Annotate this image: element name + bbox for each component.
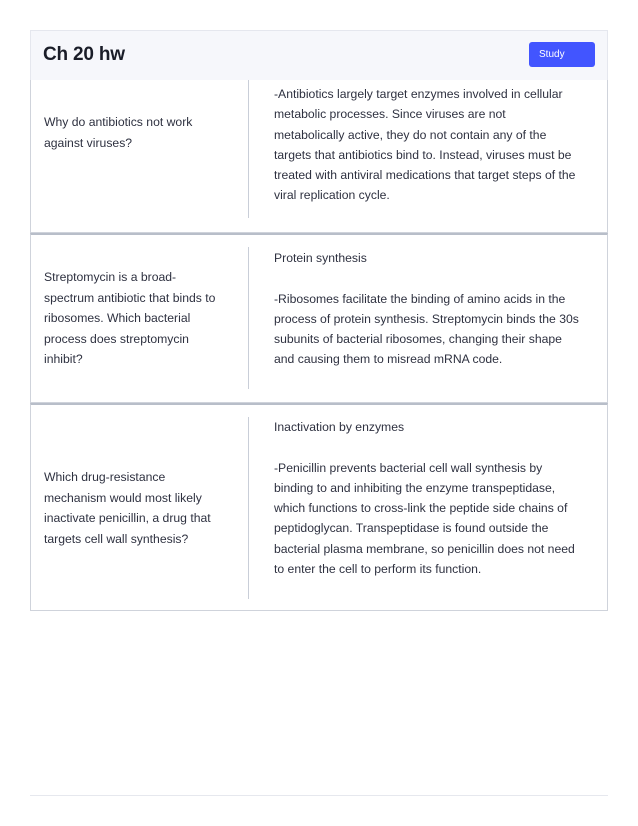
card-term: Which drug-resistance mechanism would most likely inactivate penicillin, a drug that targets cell wall synthesis? <box>44 470 211 546</box>
card-divider <box>248 247 249 389</box>
card-divider <box>248 417 249 599</box>
study-button[interactable]: Study <box>529 42 595 67</box>
card-definition <box>274 417 579 579</box>
definition-answer: Protein synthesis <box>274 251 367 265</box>
set-title: Ch 20 hw <box>43 44 125 65</box>
definition-text: -Antibiotics largely target enzymes involved in cellular metabolic processes. Since viruses are not metabolically active, they do not contain any of the targets that antibiotics bind to. Instead, viruses must be treated with antiviral medications that target steps of the viral replication cycle. <box>274 87 576 203</box>
card-term: Streptomycin is a broad-spectrum antibiotic that binds to ribosomes. Which bacterial process does streptomycin inhibit? <box>44 270 216 366</box>
flashcard <box>30 403 608 611</box>
flashcard <box>30 80 608 233</box>
definition-text: -Penicillin prevents bacterial cell wall synthesis by binding to and inhibiting the enzyme transpeptidase, which functions to cross-link the peptide side chains of peptidoglycan. Transpeptidase is found outside the bacterial plasma membrane, so penicillin does not need to enter the cell to perform its function. <box>274 460 575 577</box>
card-definition <box>274 84 579 206</box>
footer-divider <box>30 795 608 796</box>
definition-answer: Inactivation by enzymes <box>274 420 405 434</box>
flashcard <box>30 233 608 403</box>
card-divider <box>248 80 249 218</box>
card-definition <box>274 248 579 370</box>
card-list <box>30 80 608 611</box>
card-term: Why do antibiotics not work against viruses? <box>44 115 193 150</box>
definition-text: -Ribosomes facilitate the binding of amino acids in the process of protein synthesis. Streptomycin binds the 30s subunits of bacterial ribosomes, changing their shape and causing them to misread mRNA code. <box>274 291 579 367</box>
set-header <box>30 30 608 80</box>
